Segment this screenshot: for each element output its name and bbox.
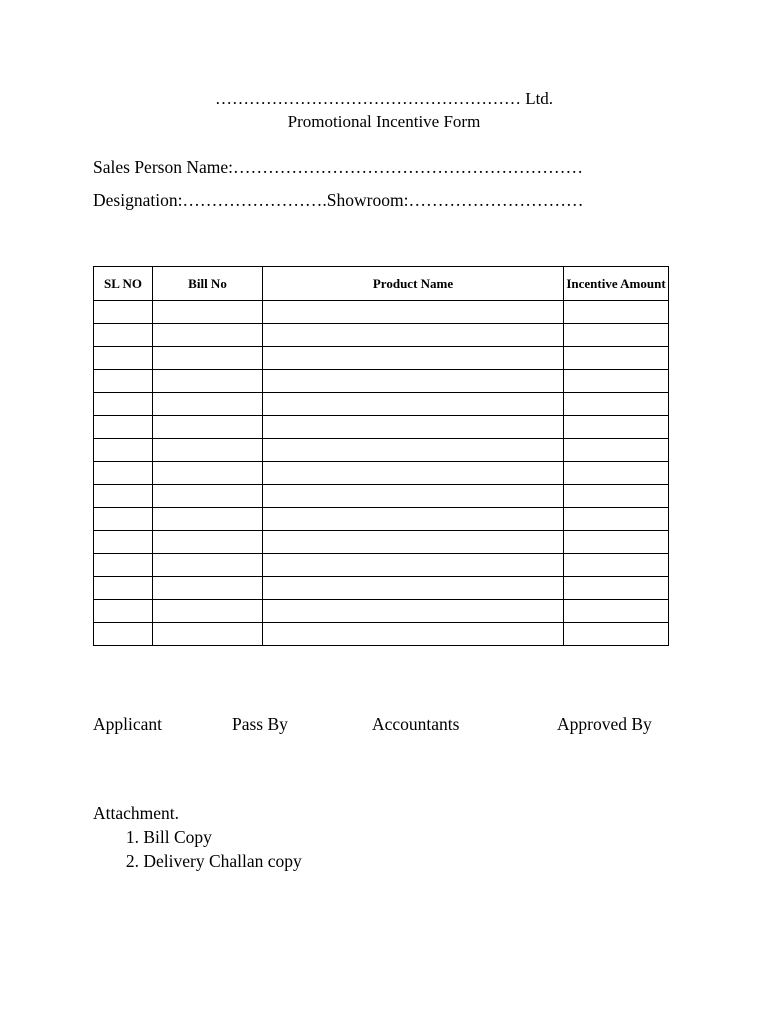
table-cell[interactable] (263, 416, 564, 439)
table-header-row (94, 267, 669, 301)
sales-person-name-field: Sales Person Name:…………………………………………………… (93, 157, 583, 177)
table-cell[interactable] (564, 554, 669, 577)
attachment-item (93, 849, 302, 873)
table-cell[interactable] (94, 508, 153, 531)
table-cell[interactable] (153, 531, 263, 554)
column-header-product-name: Product Name (263, 267, 564, 301)
table-row (94, 554, 669, 577)
table-cell[interactable] (564, 347, 669, 370)
table-cell[interactable] (564, 324, 669, 347)
signature-pass-by: Pass By (232, 714, 288, 734)
company-name-line: ……………………………………………… Ltd. (214, 89, 554, 108)
table-cell[interactable] (263, 370, 564, 393)
table-cell[interactable] (153, 485, 263, 508)
table-cell[interactable] (564, 439, 669, 462)
table-cell[interactable] (263, 508, 564, 531)
table-cell[interactable] (153, 301, 263, 324)
table-cell[interactable] (153, 439, 263, 462)
table-row (94, 370, 669, 393)
table-cell[interactable] (263, 531, 564, 554)
table-row (94, 393, 669, 416)
table-cell[interactable] (564, 600, 669, 623)
table-cell[interactable] (153, 370, 263, 393)
attachment-item-label: Delivery Challan copy (143, 851, 302, 871)
table-cell[interactable] (94, 485, 153, 508)
attachment-item-label: Bill Copy (143, 827, 212, 847)
attachment-item (93, 825, 302, 849)
attachment-item-number: 2. (125, 851, 139, 871)
table-row (94, 324, 669, 347)
table-cell[interactable] (564, 393, 669, 416)
table-cell[interactable] (153, 600, 263, 623)
table-cell[interactable] (564, 301, 669, 324)
table-cell[interactable] (263, 577, 564, 600)
table-cell[interactable] (153, 347, 263, 370)
table-cell[interactable] (263, 462, 564, 485)
designation-showroom-field: Designation:…………………….Showroom:………………………… (93, 190, 584, 210)
table-cell[interactable] (94, 301, 153, 324)
table-row (94, 577, 669, 600)
table-cell[interactable] (153, 508, 263, 531)
attachment-title: Attachment. (93, 803, 180, 823)
table-row (94, 301, 669, 324)
table-cell[interactable] (263, 554, 564, 577)
table-cell[interactable] (263, 393, 564, 416)
attachment-item-number: 1. (125, 827, 139, 847)
signature-accountants: Accountants (372, 714, 460, 734)
table-cell[interactable] (263, 485, 564, 508)
table-cell[interactable] (94, 462, 153, 485)
table-cell[interactable] (94, 416, 153, 439)
table-cell[interactable] (153, 462, 263, 485)
table-row (94, 439, 669, 462)
table-cell[interactable] (263, 623, 564, 646)
form-title: Promotional Incentive Form (287, 112, 481, 131)
table-cell[interactable] (263, 439, 564, 462)
column-header-incentive-amount: Incentive Amount (564, 267, 669, 301)
table-cell[interactable] (153, 577, 263, 600)
table-cell[interactable] (94, 600, 153, 623)
table-row (94, 462, 669, 485)
table-cell[interactable] (564, 531, 669, 554)
table-cell[interactable] (153, 324, 263, 347)
signature-applicant: Applicant (93, 714, 163, 734)
table-cell[interactable] (263, 347, 564, 370)
column-header-bill-no: Bill No (153, 267, 263, 301)
table-row (94, 600, 669, 623)
table-cell[interactable] (94, 439, 153, 462)
table-cell[interactable] (94, 393, 153, 416)
table-cell[interactable] (564, 416, 669, 439)
table-row (94, 623, 669, 646)
table-cell[interactable] (94, 531, 153, 554)
table-row (94, 485, 669, 508)
table-row (94, 416, 669, 439)
table-cell[interactable] (153, 623, 263, 646)
table-cell[interactable] (153, 393, 263, 416)
table-row (94, 347, 669, 370)
table-cell[interactable] (564, 577, 669, 600)
table-cell[interactable] (263, 600, 564, 623)
table-cell[interactable] (564, 508, 669, 531)
table-cell[interactable] (564, 370, 669, 393)
table-cell[interactable] (94, 623, 153, 646)
table-cell[interactable] (564, 623, 669, 646)
table-cell[interactable] (263, 301, 564, 324)
table-cell[interactable] (94, 554, 153, 577)
signature-approved-by: Approved By (557, 714, 652, 734)
column-header-sl-no: SL NO (94, 267, 153, 301)
table-row (94, 508, 669, 531)
table-cell[interactable] (94, 347, 153, 370)
table-cell[interactable] (263, 324, 564, 347)
table-cell[interactable] (153, 554, 263, 577)
table-cell[interactable] (564, 485, 669, 508)
attachment-list (93, 825, 302, 873)
table-cell[interactable] (94, 324, 153, 347)
incentive-table (93, 266, 669, 646)
table-cell[interactable] (564, 462, 669, 485)
table-cell[interactable] (94, 370, 153, 393)
table-row (94, 531, 669, 554)
table-cell[interactable] (94, 577, 153, 600)
table-cell[interactable] (153, 416, 263, 439)
table-body (94, 301, 669, 646)
